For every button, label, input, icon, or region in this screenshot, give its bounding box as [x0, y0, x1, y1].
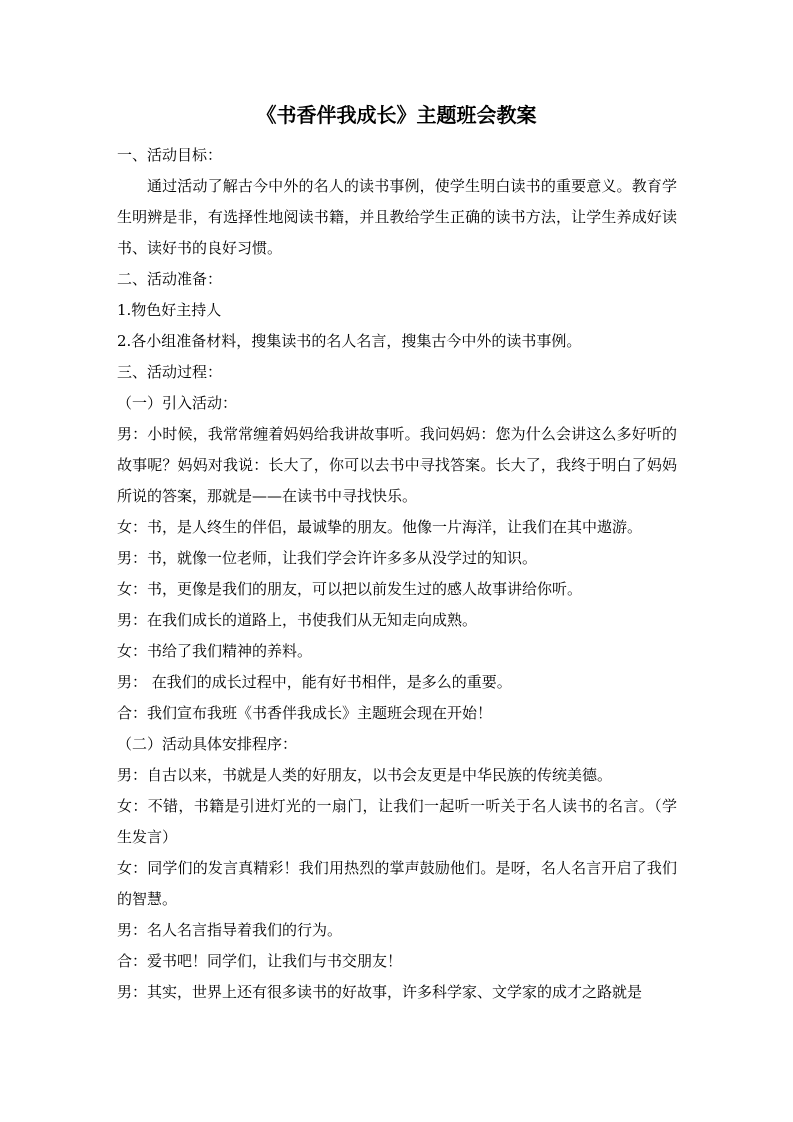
paragraph: 男：在我们成长的道路上，书使我们从无知走向成熟。	[117, 611, 478, 629]
paragraph: 2.各小组准备材料，搜集读书的名人名言，搜集古今中外的读书事例。	[117, 332, 582, 350]
paragraph: 三、活动过程：	[117, 363, 223, 381]
paragraph: 女：书给了我们精神的养料。	[117, 642, 313, 660]
paragraph: 男：自古以来，书就是人类的好朋友，以书会友更是中华民族的传统美德。	[117, 766, 613, 784]
paragraph: 男： 在我们的成长过程中，能有好书相伴，是多么的重要。	[117, 673, 512, 691]
paragraph: 男：书，就像一位老师，让我们学会许许多多从没学过的知识。	[117, 549, 538, 567]
paragraph: 一、活动目标：	[117, 146, 223, 164]
paragraph: 女：不错，书籍是引进灯光的一扇门，让我们一起听一听关于名人读书的名言。（学生发言）	[117, 797, 677, 846]
paragraph: 通过活动了解古今中外的名人的读书事例，使学生明白读书的重要意义。教育学生明辨是非，有选择性地阅读书籍，并且教给学生正确的读书方法，让学生养成好读书、读好书的良好习惯。	[117, 177, 677, 257]
paragraph: 二、活动准备：	[117, 270, 223, 288]
paragraph: 合：爱书吧！同学们，让我们与书交朋友！	[117, 952, 403, 970]
paragraph: 女：书，更像是我们的朋友，可以把以前发生过的感人故事讲给你听。	[117, 580, 583, 598]
paragraph: 合：我们宣布我班《书香伴我成长》主题班会现在开始！	[117, 704, 493, 722]
paragraph: 女：同学们的发言真精彩！我们用热烈的掌声鼓励他们。是呀，名人名言开启了我们的智慧。	[117, 859, 677, 908]
document-body	[117, 140, 677, 1008]
paragraph: （一）引入活动：	[117, 394, 238, 412]
paragraph: 男：小时候，我常常缠着妈妈给我讲故事听。我问妈妈：您为什么会讲这么多好听的故事呢？妈妈对我说：长大了，你可以去书中寻找答案。长大了，我终于明白了妈妈所说的答案，那就是——在读书中寻找快乐。	[117, 425, 677, 505]
document-title: 《书香伴我成长》主题班会教案	[256, 103, 537, 127]
paragraph: （二）活动具体安排程序：	[117, 735, 298, 753]
paragraph: 1.物色好主持人	[117, 301, 222, 319]
paragraph: 女：书，是人终生的伴侣，最诚挚的朋友。他像一片海洋，让我们在其中遨游。	[117, 518, 643, 536]
paragraph: 男：名人名言指导着我们的行为。	[117, 921, 343, 939]
paragraph: 男：其实，世界上还有很多读书的好故事，许多科学家、文学家的成才之路就是	[117, 983, 643, 1001]
